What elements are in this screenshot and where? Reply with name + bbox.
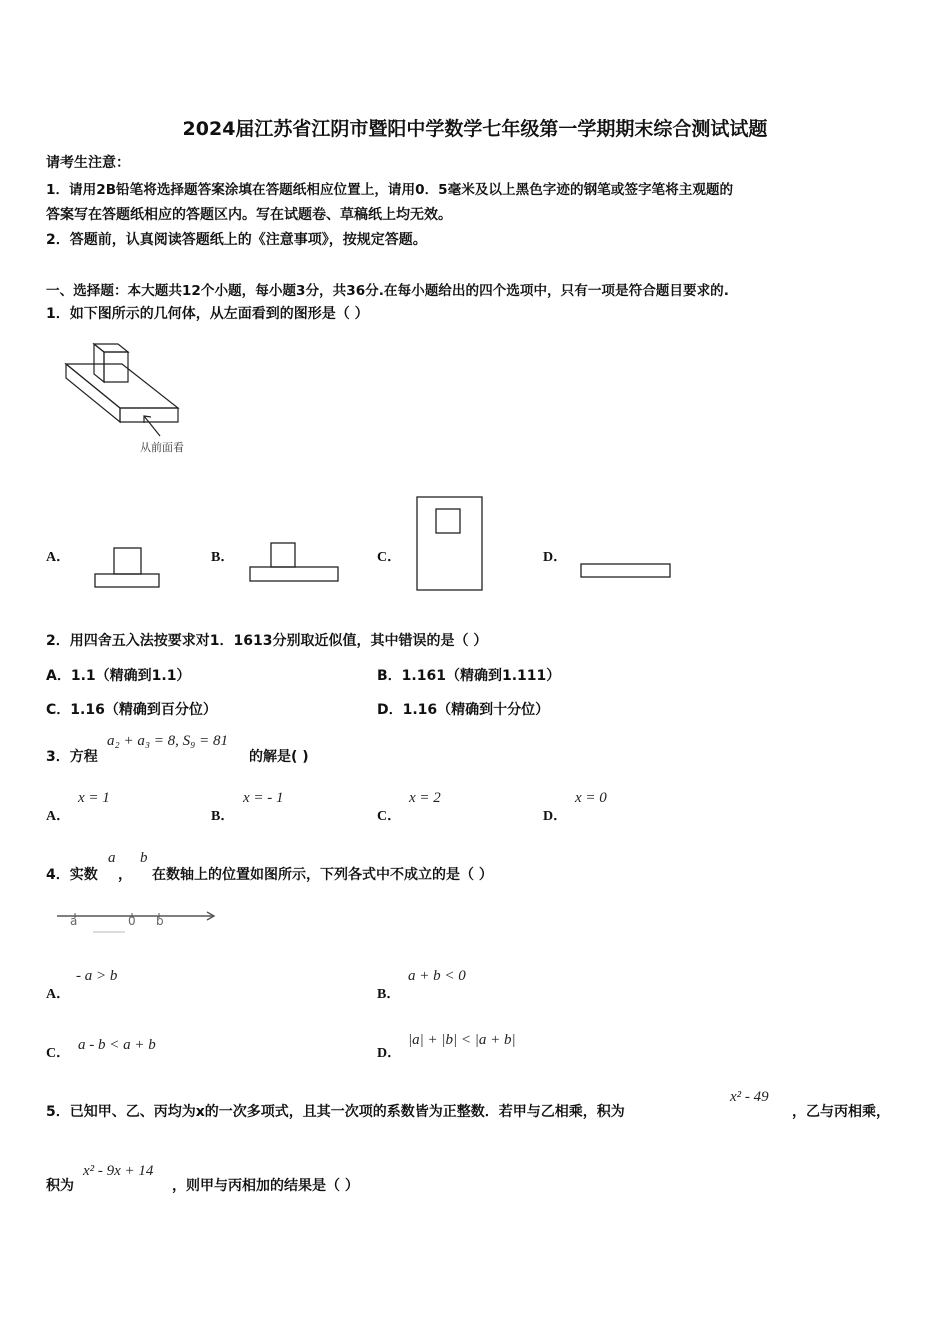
q3-equation: a₂ + a₃ = 8, S₉ = 81 [107,733,229,749]
q4-option-c-label: C． [46,1046,71,1061]
page-title: 2024届江苏省江阴市暨阳中学数学七年级第一学期期末综合测试试题 [182,118,768,140]
q3-stem-prefix: 3．方程 [46,749,98,765]
q2-option-b: B．1.161（精确到1.111） [377,668,561,684]
q3-option-a-value: x = 1 [78,790,110,806]
q4-number-line [55,908,220,938]
q3-option-d-value: x = 0 [575,790,607,806]
q2-stem: 2．用四舍五入法按要求对1．1613分别取近似值，其中错误的是（ ） [46,633,488,649]
q4-option-c-value: a - b < a + b [78,1037,156,1053]
q2-option-c: C．1.16（精确到百分位） [46,702,217,718]
q5-stem-prefix: 5．已知甲、乙、丙均为x的一次多项式，且其一次项的系数皆为正整数．若甲与乙相乘，积为 [46,1104,625,1120]
q1-option-c-figure [416,496,486,592]
q3-option-a-label: A． [46,809,71,824]
q1-figure-caption: 从前面看 [140,441,184,454]
q4-option-b-value: a + b < 0 [408,968,466,984]
q3-option-b-value: x = - 1 [243,790,284,806]
q3-option-c-label: C． [377,809,402,824]
q3-stem-suffix: 的解是( ) [249,749,309,765]
q5-product-2: x² - 9x + 14 [83,1163,154,1179]
q1-option-b-figure [249,542,341,584]
q4-axis-label-zero: 0 [128,914,136,928]
q1-option-c-label: C． [377,550,402,565]
q2-option-a: A．1.1（精确到1.1） [46,668,191,684]
q1-stem: 1．如下图所示的几何体，从左面看到的图形是（ ） [46,306,369,322]
q4-stem-prefix: 4．实数 [46,867,98,883]
q4-var-b: b [140,850,148,866]
notice-line-2: 答案写在答题纸相应的答题区内。写在试题卷、草稿纸上均无效。 [46,207,452,223]
q1-option-a-figure [94,548,164,590]
q1-option-b-label: B． [211,550,235,565]
q3-option-d-label: D． [543,809,568,824]
q4-option-d-value: |a| + |b| < |a + b| [408,1032,516,1048]
notice-line-1: 1．请用2B铅笔将选择题答案涂填在答题纸相应位置上，请用0．5毫米及以上黑色字迹的钢笔或签字笔将主观题的 [46,182,734,198]
q5-product-1: x² - 49 [730,1089,769,1105]
q4-option-a-label: A． [46,987,71,1002]
q4-axis-label-a: a [70,914,78,928]
q4-option-a-value: - a > b [76,968,118,984]
q5-line2-suffix: ，则甲与丙相加的结果是（ ） [172,1178,359,1194]
q4-stem-suffix: 在数轴上的位置如图所示，下列各式中不成立的是（ ） [152,867,493,883]
notice-heading: 请考生注意： [46,155,130,171]
q4-option-b-label: B． [377,987,401,1002]
q4-separator: ， [118,867,132,883]
q1-option-d-label: D． [543,550,568,565]
q2-option-d: D．1.16（精确到十分位） [377,702,550,718]
q1-option-a-label: A． [46,550,71,565]
q1-option-d-figure [580,563,674,581]
q4-axis-label-b: b [156,914,164,928]
section-heading: 一、选择题：本大题共12个小题，每小题3分，共36分.在每小题给出的四个选项中，只有一项是符合题目要求的. [46,283,729,299]
q4-var-a: a [108,850,116,866]
q3-option-c-value: x = 2 [409,790,441,806]
q4-option-d-label: D． [377,1046,402,1061]
notice-line-3: 2．答题前，认真阅读答题纸上的《注意事项》，按规定答题。 [46,232,427,248]
q5-line2-prefix: 积为 [46,1178,74,1194]
q5-stem-mid: ，乙与丙相乘， [792,1104,890,1120]
q3-option-b-label: B． [211,809,235,824]
